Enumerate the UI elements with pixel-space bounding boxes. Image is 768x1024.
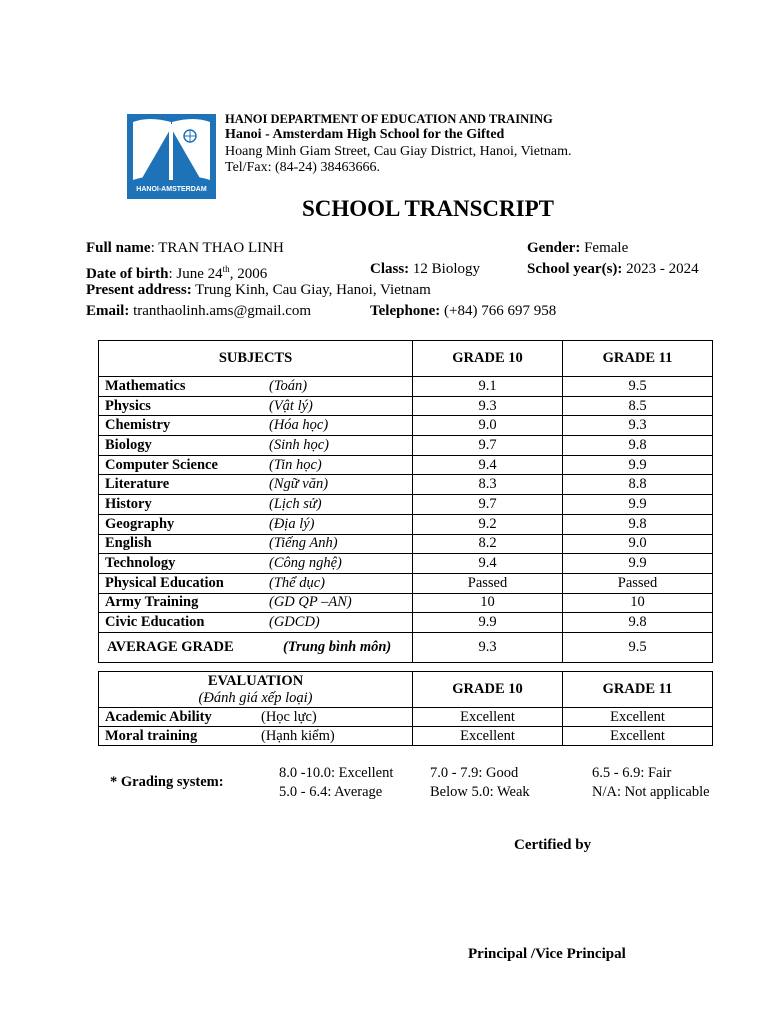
subject-cell xyxy=(99,455,413,475)
grading-item: N/A: Not applicable xyxy=(592,784,710,800)
subject-name: History xyxy=(105,495,152,512)
grade11-value: 9.8 xyxy=(563,613,713,633)
gender-value: Female xyxy=(580,240,629,256)
evaluation-name: Moral training xyxy=(105,727,198,744)
subject-row xyxy=(99,396,713,416)
email-line xyxy=(86,302,311,320)
eval-grade10-value: Excellent xyxy=(413,708,563,727)
subject-name-vn: (Thể dục) xyxy=(269,574,325,591)
telephone-line xyxy=(370,302,556,320)
subjects-header: SUBJECTS xyxy=(99,341,413,377)
subject-name-vn: (Tin học) xyxy=(269,456,322,473)
evaluation-rows xyxy=(99,708,713,746)
grading-item: 6.5 - 6.9: Fair xyxy=(592,765,672,781)
address-line xyxy=(86,281,431,299)
school-name: Hanoi - Amsterdam High School for the Gifted xyxy=(225,127,505,142)
subject-cell xyxy=(99,554,413,574)
subject-name: Technology xyxy=(105,555,176,572)
evaluation-title: EVALUATION xyxy=(207,672,304,689)
grading-item: 5.0 - 6.4: Average xyxy=(279,784,383,800)
grade10-value: 8.2 xyxy=(413,534,563,554)
full-name-value: : TRAN THAO LINH xyxy=(150,240,284,256)
average-label-vn: (Trung bình môn) xyxy=(283,638,392,655)
department-name: HANOI DEPARTMENT OF EDUCATION AND TRAINING xyxy=(225,112,553,126)
signatory-role: Principal /Vice Principal xyxy=(468,946,626,962)
dob-value: : June 24 xyxy=(168,266,223,282)
gender-label: Gender: xyxy=(527,240,581,256)
full-name-line xyxy=(86,239,284,257)
grade10-value: 9.0 xyxy=(413,416,563,436)
grade10-value: 9.7 xyxy=(413,436,563,456)
email-value: tranthaolinh.ams@gmail.com xyxy=(129,303,312,319)
subject-name: Physical Education xyxy=(105,574,224,591)
subject-name: English xyxy=(105,535,152,552)
subject-cell xyxy=(99,416,413,436)
evaluation-row xyxy=(99,708,713,727)
subject-cell xyxy=(99,377,413,397)
subject-name-vn: (Lịch sử) xyxy=(269,495,322,512)
average-row xyxy=(99,632,713,662)
subject-cell xyxy=(99,613,413,633)
grade11-value: 9.9 xyxy=(563,554,713,574)
average-label-cell xyxy=(99,632,413,662)
grade10-value: 9.1 xyxy=(413,377,563,397)
subject-cell xyxy=(99,396,413,416)
grade10-header: GRADE 10 xyxy=(413,341,563,377)
subject-name-vn: (Địa lý) xyxy=(269,515,315,532)
average-grade11: 9.5 xyxy=(563,632,713,662)
dob-label: Date of birth xyxy=(86,266,169,282)
subject-name: Mathematics xyxy=(105,377,186,394)
grades-header-row xyxy=(99,341,713,377)
evaluation-row xyxy=(99,727,713,746)
evaluation-name-vn: (Học lực) xyxy=(261,708,317,725)
subject-name-vn: (GDCD) xyxy=(269,614,320,631)
subject-name: Biology xyxy=(105,436,152,453)
class-value: 12 Biology xyxy=(409,261,481,277)
grade10-value: 9.9 xyxy=(413,613,563,633)
subject-row xyxy=(99,416,713,436)
school-year-line xyxy=(527,260,699,278)
dob-line xyxy=(86,260,267,283)
school-address: Hoang Minh Giam Street, Cau Giay District, Hanoi, Vietnam. xyxy=(225,144,572,159)
class-label: Class: xyxy=(370,261,410,277)
grade11-value: 9.8 xyxy=(563,436,713,456)
gender-line xyxy=(527,239,628,257)
class-line xyxy=(370,260,480,278)
eval-grade10-header: GRADE 10 xyxy=(413,672,563,708)
subject-row xyxy=(99,613,713,633)
subject-name: Chemistry xyxy=(105,417,171,434)
grading-item: 8.0 -10.0: Excellent xyxy=(279,765,394,781)
grade10-value: 9.3 xyxy=(413,396,563,416)
logo-text: HANOI-AMSTERDAM xyxy=(136,186,207,193)
grade10-value: 9.4 xyxy=(413,455,563,475)
subject-name-vn: (GD QP –AN) xyxy=(269,594,352,611)
grade11-value: 9.0 xyxy=(563,534,713,554)
grade11-value: 10 xyxy=(563,593,713,613)
evaluation-cell xyxy=(99,727,413,746)
evaluation-header xyxy=(99,672,413,708)
subject-cell xyxy=(99,436,413,456)
evaluation-name-vn: (Hạnh kiểm) xyxy=(261,727,335,744)
subject-cell xyxy=(99,475,413,495)
grade11-value: 8.5 xyxy=(563,396,713,416)
subject-row xyxy=(99,436,713,456)
page-title: SCHOOL TRANSCRIPT xyxy=(301,196,554,221)
school-year-label: School year(s): xyxy=(527,261,623,277)
grade10-value: 9.4 xyxy=(413,554,563,574)
subject-cell xyxy=(99,593,413,613)
subject-row xyxy=(99,514,713,534)
telephone-value: (+84) 766 697 958 xyxy=(440,303,557,319)
grade11-value: 8.8 xyxy=(563,475,713,495)
grade11-value: Passed xyxy=(563,573,713,593)
evaluation-name: Academic Ability xyxy=(105,708,212,725)
grade10-value: 8.3 xyxy=(413,475,563,495)
address-value: Trung Kinh, Cau Giay, Hanoi, Vietnam xyxy=(191,282,431,298)
grade10-value: 9.2 xyxy=(413,514,563,534)
subject-name-vn: (Tiếng Anh) xyxy=(269,535,338,552)
subject-cell xyxy=(99,534,413,554)
subject-cell xyxy=(99,495,413,515)
subject-row xyxy=(99,495,713,515)
subject-row xyxy=(99,573,713,593)
subject-name-vn: (Ngữ văn) xyxy=(269,476,329,493)
eval-grade10-value: Excellent xyxy=(413,727,563,746)
grade10-value: 10 xyxy=(413,593,563,613)
evaluation-title-vn: (Đánh giá xếp loại) xyxy=(198,689,313,706)
subject-row xyxy=(99,455,713,475)
grade11-value: 9.3 xyxy=(563,416,713,436)
grade10-value: Passed xyxy=(413,573,563,593)
grading-item: Below 5.0: Weak xyxy=(430,784,530,800)
dob-suffix: th xyxy=(222,264,230,274)
grade11-value: 9.9 xyxy=(563,455,713,475)
evaluation-table xyxy=(98,671,713,746)
subject-row xyxy=(99,593,713,613)
average-label: AVERAGE GRADE xyxy=(107,638,234,655)
subject-name-vn: (Vật lý) xyxy=(269,397,313,414)
grade11-header: GRADE 11 xyxy=(563,341,713,377)
subject-name: Physics xyxy=(105,397,151,414)
subject-row xyxy=(99,534,713,554)
email-label: Email: xyxy=(86,303,130,319)
address-label: Present address: xyxy=(86,282,192,298)
telephone-label: Telephone: xyxy=(370,303,441,319)
eval-grade11-value: Excellent xyxy=(563,708,713,727)
subject-cell xyxy=(99,514,413,534)
subject-name: Civic Education xyxy=(105,614,205,631)
subject-name: Geography xyxy=(105,515,175,532)
subject-name: Army Training xyxy=(105,594,199,611)
grading-label: * Grading system: xyxy=(110,774,224,790)
grades-table xyxy=(98,340,713,663)
grading-item: 7.0 - 7.9: Good xyxy=(430,765,519,781)
grade-rows xyxy=(99,377,713,633)
subject-row xyxy=(99,475,713,495)
school-logo xyxy=(127,114,216,199)
grade10-value: 9.7 xyxy=(413,495,563,515)
evaluation-header-row xyxy=(99,672,713,708)
subject-name-vn: (Công nghệ) xyxy=(269,555,342,572)
grade11-value: 9.9 xyxy=(563,495,713,515)
certified-by: Certified by xyxy=(514,837,592,853)
eval-grade11-value: Excellent xyxy=(563,727,713,746)
full-name-label: Full name xyxy=(86,240,151,256)
average-grade10: 9.3 xyxy=(413,632,563,662)
subject-name: Computer Science xyxy=(105,456,218,473)
subject-name-vn: (Sinh học) xyxy=(269,436,329,453)
subject-cell xyxy=(99,573,413,593)
subject-name: Literature xyxy=(105,476,170,493)
grade11-value: 9.8 xyxy=(563,514,713,534)
subject-row xyxy=(99,554,713,574)
school-telfax: Tel/Fax: (84-24) 38463666. xyxy=(225,160,380,175)
school-year-value: 2023 - 2024 xyxy=(622,261,699,277)
evaluation-cell xyxy=(99,708,413,727)
dob-year: , 2006 xyxy=(229,266,268,282)
subject-name-vn: (Toán) xyxy=(269,377,308,394)
eval-grade11-header: GRADE 11 xyxy=(563,672,713,708)
grade11-value: 9.5 xyxy=(563,377,713,397)
subject-row xyxy=(99,377,713,397)
subject-name-vn: (Hóa học) xyxy=(269,417,329,434)
